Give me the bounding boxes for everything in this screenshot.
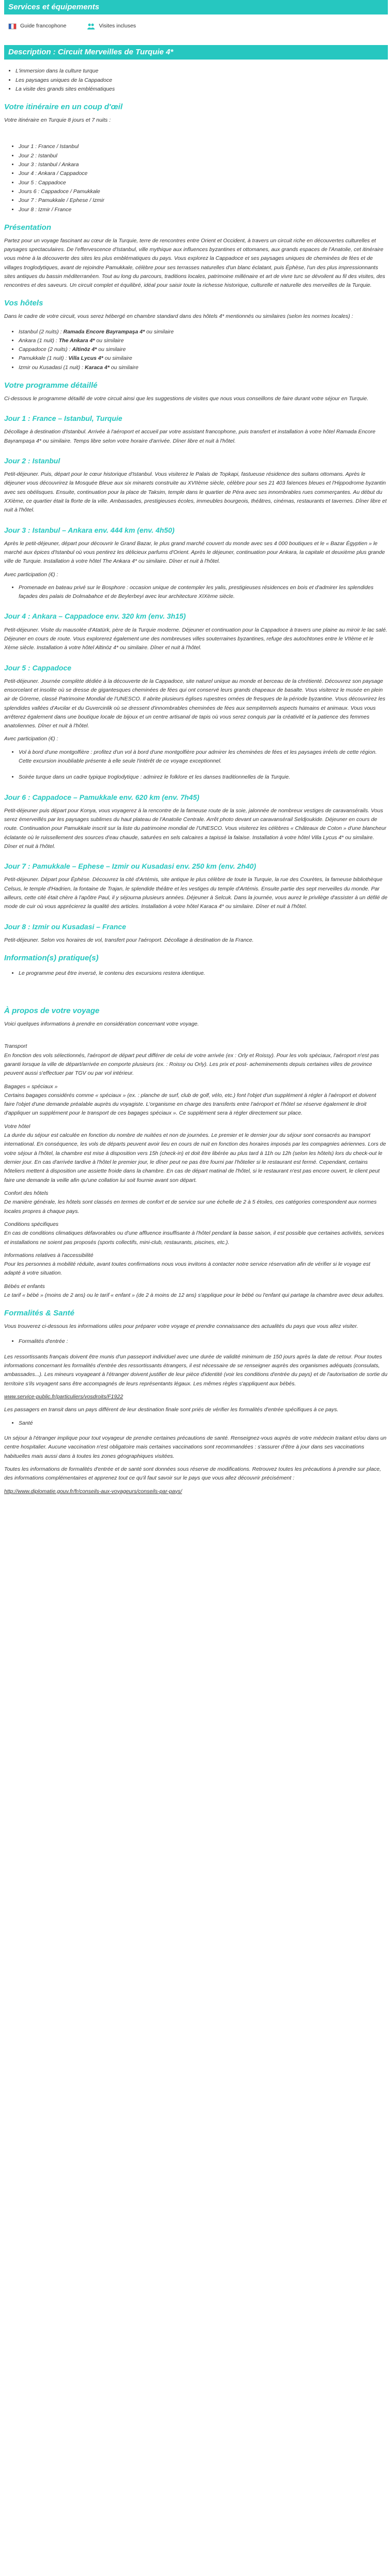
extra-label: Avec participation (€) : — [4, 736, 58, 742]
about-block-text: En cas de conditions climatiques défavorables ou d'une affluence insuffisante à l'hôtel pendant la basse saison, il est possible que certaines activités, services et installations ne soient pas proposés (sports collectifs, mini-club, restaurants, piscines, etc.). — [4, 1230, 384, 1246]
day-4 — [4, 610, 388, 652]
list-item: • Jour 3 : Istanbul / Ankara — [19, 160, 388, 169]
day-3 — [4, 524, 388, 602]
hotel-item: • Pamukkale (1 nuit) : Villa Lycus 4* ou similaire — [19, 354, 388, 363]
extra-list — [4, 583, 388, 602]
extra-label: Avec participation (€) : — [4, 571, 58, 578]
list-item: • Jours 6 : Cappadoce / Pamukkale — [19, 187, 388, 196]
list-item: • Jour 5 : Cappadoce — [19, 179, 388, 187]
day-title: Jour 4 : Ankara – Cappadoce env. 320 km (env. 3h15) — [4, 612, 186, 621]
about-heading: À propos de votre voyage — [4, 1006, 100, 1016]
about-block-title: Votre hôtel — [4, 1123, 31, 1130]
itinerary-heading: Votre itinéraire en un coup d'œil — [4, 103, 123, 112]
about-block — [4, 1220, 388, 1247]
about-block — [4, 1251, 388, 1278]
guide-icon — [8, 22, 17, 31]
day-2 — [4, 455, 388, 515]
service-guide — [8, 22, 66, 31]
day-7 — [4, 860, 388, 911]
about-block-text: En fonction des vols sélectionnés, l'aéroport de départ peut différer de celui de votre arrivée (ex : Orly et Roissy). Pour les vols spéciaux, l'aéroport n'est pas garanti lorsque la ville de départ/arrivée en comporte plusieurs (ex. : Roissy ou Orly). Les prix et post- acheminements depuis certaines villes de province peuvent aussi s'effectuer par TGV ou par vol intérieur. — [4, 1052, 380, 1077]
about-block-title: Confort des hôtels — [4, 1190, 49, 1196]
itinerary-list — [4, 142, 388, 214]
day-text: Après le petit-déjeuner, départ pour découvrir le Grand Bazar, le plus grand marché couvert du monde avec ses 4 000 boutiques et le « Bazar Égyptien » le marché aux épices d'Istanbul où vous pentirez les délicieux parfums d'Orient. Après le déjeuner, continuation pour Ankara, la capitale et deuxième plus grande ville de Turquie. Installation à votre hôtel The Ankara 4* ou similaire. Dîner et nuit à l'hôtel. — [4, 540, 385, 565]
list-item: • Jour 7 : Pamukkale / Ephese / Izmir — [19, 196, 388, 205]
list-item: • Vol à bord d'une montgolfière : profitez d'un vol à bord d'une montgolfière pour admirer les cheminées de fées et les paysages irréels de cette région. Cette excursion inoubliable présente à elle seule l'intérêt de ce voyage exceptionnel. — [19, 748, 388, 766]
about-block-text: La durée du séjour est calculée en fonction du nombre de nuitées et non de journées. Le premier et le dernier jour du séjour sont consacrés au transport international. En conséquence, les vols de départs peuvent avoir lieu en cours de nuit en fonction des horaires imposés par les compagnies aériennes. Lors de votre séjour à l'hôtel, la chambre est mise à disposition vers 15h (check-in) et doit être libérée au plus tard à 11h ou 12h (selon les hôtels) lors du check-out le dernier jour. En cas d'arrivée tardive à l'hôtel le premier jour, le dîner peut ne pas être fourni par l'hôtelier si le restaurant est fermé. Cependant, certains hôteliers mettent à disposition une assiette froide dans la chambre. En cas de départ matinal de l'hôtel, si le restaurant n'est pas encore ouvert, le client peut faire une demande la veille afin qu'une collation lui soit fournie avant son départ. — [4, 1132, 386, 1183]
about-block-title: Conditions spécifiques — [4, 1221, 59, 1227]
about-block — [4, 1042, 388, 1078]
about-block-text: Le tarif « bébé » (moins de 2 ans) ou le tarif « enfant » (de 2 à moins de 12 ans) s'applique pour le bébé ou l'enfant qui partage la chambre avec deux adultes. — [4, 1292, 384, 1299]
about-block — [4, 1282, 388, 1300]
info-list — [4, 969, 388, 978]
day-title: Jour 1 : France – Istanbul, Turquie — [4, 414, 123, 423]
formalites-heading: Formalités & Santé — [4, 1309, 74, 1318]
about-block-title: Transport — [4, 1043, 27, 1050]
info-heading: Information(s) pratique(s) — [4, 954, 99, 963]
presentation-heading: Présentation — [4, 223, 51, 232]
formalites-link-1[interactable]: www.service-public.fr/particuliers/vosdroits/F1922 — [4, 1394, 123, 1400]
list-item: • Santé — [19, 1419, 388, 1428]
list-item: • Promenade en bateau privé sur le Bosphore : occasion unique de contempler les yalis, prestigieuses résidences en bois et d'admirer les splendides façades des palais de Dolmabahce et de Beylerbeyi avec leur architecture XIXème siècle. — [19, 583, 388, 602]
extra-list — [4, 748, 388, 782]
day-6 — [4, 792, 388, 852]
list-item: • La visite des grands sites emblématiques — [16, 85, 388, 94]
service-visits — [87, 22, 136, 31]
hotels-list — [4, 328, 388, 373]
hotel-item: • Cappadoce (2 nuits) : Altinöz 4* ou similaire — [19, 345, 388, 354]
day-title: Jour 8 : Izmir ou Kusadasi – France — [4, 922, 126, 931]
list-item: • Le programme peut être inversé, le contenu des excursions restera identique. — [19, 969, 388, 978]
programme-sub: Ci-dessous le programme détaillé de votre circuit ainsi que les suggestions de visites que nous vous conseillons de faire durant votre séjour en Turquie. — [4, 395, 369, 402]
list-item: • L'immersion dans la culture turque — [16, 67, 388, 76]
list-item: • Soirée turque dans un cadre typique troglodytique : admirez le folklore et les danses traditionnelles de la Turquie. — [19, 773, 388, 782]
day-title: Jour 6 : Cappadoce – Pamukkale env. 620 km (env. 7h45) — [4, 793, 200, 801]
day-text: Petit-déjeuner puis départ pour Konya, vous voyagerez à la rencontre de la fameuse route de la soie, jalonnée de nombreux vestiges de caravansérails. Vous serez émerveillés par les paysages sublimes du haut plateau de l'Anatolie Centrale. Arrêt photo devant un caravansérail Seldjoukide. Déjeuner en cours de route. Continuation pour Pamukkale inscrit sur la liste du patrimoine mondial de l'UNESCO. Vous visiterez les célèbres « Châteaux de Coton » d'une blancheur éclatante où le ruissellement des sources d'eau chaude, saturées en sels calcaires a tapissé la falaise. Installation à votre hôtel Villa Lycus 4* ou similaire. Dîner et nuit à l'hôtel. — [4, 807, 387, 850]
formalites-text-4: Toutes les informations de formalités d'entrée et de santé sont données sous réserve de modifications. Retrouvez toutes les précautions à prendre sur place, des informations complémentaires et apprenez tout ce qu'il faut savoir sur le pays que vous allez découvrir précisément : — [4, 1466, 381, 1482]
day-text: Petit-déjeuner. Journée complète dédiée à la découverte de la Cappadoce, site naturel unique au monde et berceau de la chrétienté. Découvrez son paysage ensorcelant et insolite où se dresse de gigantesques cheminées de fées qui ont conservé leurs grands chapeaux de basalte. Vous visiterez le musée en plein air de Göreme, classé Patrimoine Mondial de l'UNESCO. Il abrite plusieurs églises rupestres ornées de fresques de la période byzantine. Vous découvrirez les splendides vallées d'Avcilar et du Guvercinlik où se dressent d'innombrables cheminées de fées aux sempiternels aspects humains et animaux. Vous vous arrêterez également dans une boutique locale de bijoux et un centre artisanal de tapis où vous serez conquis par la créativité et la patience des femmes anatoliennes. Dîner et nuit à l'hôtel. — [4, 678, 385, 729]
formalites-text-2: Les passagers en transit dans un pays différent de leur destination finale sont priés de vérifier les formalités d'entrée spécifiques à ce pays. — [4, 1407, 339, 1413]
programme-heading: Votre programme détaillé — [4, 381, 98, 390]
list-item: • Formalités d'entrée : — [19, 1337, 388, 1346]
hotels-heading: Vos hôtels — [4, 299, 43, 308]
day-5 — [4, 662, 388, 782]
about-block — [4, 1189, 388, 1216]
services-list — [4, 14, 388, 42]
about-block — [4, 1082, 388, 1118]
list-item: • Jour 2 : Istanbul — [19, 152, 388, 160]
day-text: Petit-déjeuner. Puis, départ pour le cœur historique d'Istanbul. Vous visiterez le Palais de Topkapi, fastueuse résidence des sultans ottomans. Après le déjeuner vous découvrirez la Mosquée Bleue aux six minarets construite au XVIIème siècle, célèbre pour ses 21 403 faïences bleues et l'Hippodrome byzantin avec ses obélisques. Ensuite, continuation pour la place de Taksim, temple dans le quartier de Péra avec ses innombrables rues commerçantes. Au début du XXième, ce quartier était la florte de la ville. Ambassades, prestigieuses écoles, immeubles bourgeois, théâtres, cinémas, restaurants et tavernes. Dîner libre et nuit à l'hôtel. — [4, 471, 387, 514]
intro-list — [4, 67, 388, 94]
day-1 — [4, 413, 388, 446]
service-guide-label: Guide francophone — [20, 23, 67, 29]
hotel-item: • Istanbul (2 nuits) : Ramada Encore Bayrampaşa 4* ou similaire — [19, 328, 388, 336]
day-text: Petit-déjeuner. Visite du mausolée d'Atatürk, père de la Turquie moderne. Déjeuner et continuation pour la Cappadoce à travers une plaine au miroir le lac salé. Déjeuner en cours de route. Vous explorerez également une des nombreuses villes souterraines byzantines, refuge des autochtones entre le VIIème et le Xème siècle. Installation à votre hôtel Altinöz 4* ou similaire. Dîner et nuit à l'hôtel. — [4, 626, 387, 651]
about-block-title: Bagages « spéciaux » — [4, 1083, 58, 1090]
list-item: • Jour 1 : France / Istanbul — [19, 142, 388, 151]
formalites-list-2 — [4, 1419, 388, 1428]
hotel-item: • Izmir ou Kusadasi (1 nuit) : Karaca 4* ou similaire — [19, 363, 388, 372]
presentation-text: Partez pour un voyage fascinant au cœur de la Turquie, terre de rencontres entre Orient et Occident, à travers un circuit riche en découvertes culturelles et paysages spectaculaires. De l'effervescence d'Istanbul, ville mythique aux influences byzantines et ottomanes, aux grands espaces de l'Anatolie, cet itinéraire vous mène à la découverte des sites les plus emblématiques du pays. Vous explorez la Cappadoce et ses paysages uniques de cheminées de fées et de villages troglodytiques, avant de rejoindre Pamukkale, célèbre pour ses terrasses naturelles d'un blanc éclatant, puis Éphèse, l'un des plus impressionnants sites antiques du bassin méditerranéen. Tout au long du parcours, traditions locales, patrimoine millénaire et art de vivre turc se dévoilent au fil des visites, des rencontres et des saveurs. Un circuit complet et équilibré, idéal pour saisir toute la richesse historique, culturelle et naturelle des merveilles de la Turquie. — [4, 237, 385, 289]
formalites-link-2[interactable]: http://www.diplomatie.gouv.fr/fr/conseils-aux-voyageurs/conseils-par-pays/ — [4, 1488, 182, 1495]
day-text: Décollage à destination d'Istanbul. Arrivée à l'aéroport et accueil par votre assistant francophone, puis transfert et installation à votre hôtel Ramada Encore Bayrampaşa 4* ou similaire. Temps libre selon votre horaire d'arrivée. Dîner libre et nuit à l'hôtel. — [4, 429, 376, 444]
about-block-title: Bébés et enfants — [4, 1283, 45, 1290]
day-title: Jour 2 : Istanbul — [4, 456, 61, 465]
day-text: Petit-déjeuner. Selon vos horaires de vol, transfert pour l'aéroport. Décollage à destination de la France. — [4, 936, 254, 943]
visits-icon — [87, 22, 95, 31]
formalites-list-1 — [4, 1337, 388, 1346]
list-item: • Les paysages uniques de la Cappadoce — [16, 76, 388, 85]
about-block-title: Informations relatives à l'accessibilité — [4, 1252, 94, 1258]
formalites-text-1: Les ressortissants français doivent être munis d'un passeport individuel avec une durée de validité minimum de 150 jours après la date de retour. Pour toutes informations concernant les formalités d'entrée des ressortissants étrangers, il est nécessaire de se renseigner auprès des organismes adéquats (consulats, ambassades...). Les mineurs voyageant à l'étranger doivent justifier de leur pièce d'identité (voir les conditions d'entrée du pays) et de l'autorisation de sortie du territoire s'ils voyagent sans être accompagnés de leurs représentants légaux. Les mêmes règles s'appliquent aux bébés. — [4, 1353, 388, 1387]
day-title: Jour 5 : Cappadoce — [4, 663, 71, 672]
formalites-text-3: Un séjour à l'étranger implique pour tout voyageur de prendre certaines précautions de santé. Renseignez-vous auprès de votre médecin traitant et/ou dans un centre hospitalier. Aucune vaccination n'est obligatoire mais certaines vaccinations sont recommandées : s'assurer d'être à jour dans ses vaccinations habituelles mais aussi dans à toutes les zones géographiques visitées. — [4, 1435, 387, 1459]
list-item: • Jour 4 : Ankara / Cappadoce — [19, 169, 388, 178]
about-block-text: De manière générale, les hôtels sont classés en termes de confort et de service sur une échelle de 2 à 5 étoiles, ces catégories correspondent aux normes locales propres à chaque pays. — [4, 1199, 377, 1214]
day-8 — [4, 921, 388, 945]
formalites-sub: Vous trouverez ci-dessous les informations utiles pour préparer votre voyage et prendre connaissance des actualités du pays que vous allez visiter. — [4, 1323, 358, 1330]
day-text: Petit-déjeuner. Départ pour Éphèse. Découvrez la cité d'Artémis, site antique le plus célèbre de toute la Turquie, la rue des Courètes, la fameuse bibliothèque Celsus, le temple d'Hadrien, la fontaine de Trajan, le splendide théâtre et les vestiges du temple d'Artémis. Ensuite partie des sept merveilles du monde. Par ailleurs, cette cité était chère à l'apôtre Paul, il y séjourna plusieurs années. Déjeuner à Selcuk. Dans la journée, vous aurez le privilège d'assister à un défilé de mode de cuir où vous apprécierez la qualité des articles. Installation à votre hôtel Karaca 4* ou similaire. Dîner et nuit à l'hôtel. — [4, 876, 388, 910]
day-title: Jour 7 : Pamukkale – Ephese – Izmir ou Kusadasi env. 250 km (env. 2h40) — [4, 862, 257, 871]
itinerary-sub: Votre itinéraire en Turquie 8 jours et 7 nuits : — [4, 117, 111, 123]
day-title: Jour 3 : Istanbul – Ankara env. 444 km (env. 4h50) — [4, 525, 175, 534]
about-sub: Voici quelques informations à prendre en considération concernant votre voyage. — [4, 1020, 199, 1027]
service-visits-label: Visites incluses — [99, 23, 136, 29]
hotel-item: • Ankara (1 nuit) : The Ankara 4* ou similaire — [19, 336, 388, 345]
description-title: Description : Circuit Merveilles de Turquie 4* — [4, 45, 388, 60]
about-block — [4, 1122, 388, 1185]
list-item: • Jour 8 : Izmir / France — [19, 206, 388, 214]
about-block-text: Pour les personnes à mobilité réduite, avant toutes confirmations nous vous invitons à contacter notre service réservation afin de vérifier si le voyage est adapté à votre situation. — [4, 1261, 370, 1277]
services-title: Services et équipements — [4, 0, 388, 14]
about-block-text: Certains bagages considérés comme « spéciaux » (ex. : planche de surf, club de golf, vélo, etc.) font l'objet d'un supplément à régler à l'aéroport et doivent faire l'objet d'une demande préalable auprès du voyagiste. L'organisme en charge des transferts entre l'aéroport et l'hôtel se réserve également le droit d'appliquer un supplément pour le transport de ces bagages spéciaux ». Ce supplément sera à régler directement sur place. — [4, 1092, 376, 1117]
hotels-sub: Dans le cadre de votre circuit, vous serez hébergé en chambre standard dans des hôtels 4* mentionnés ou similaires (selon les normes locales) : — [4, 313, 353, 320]
